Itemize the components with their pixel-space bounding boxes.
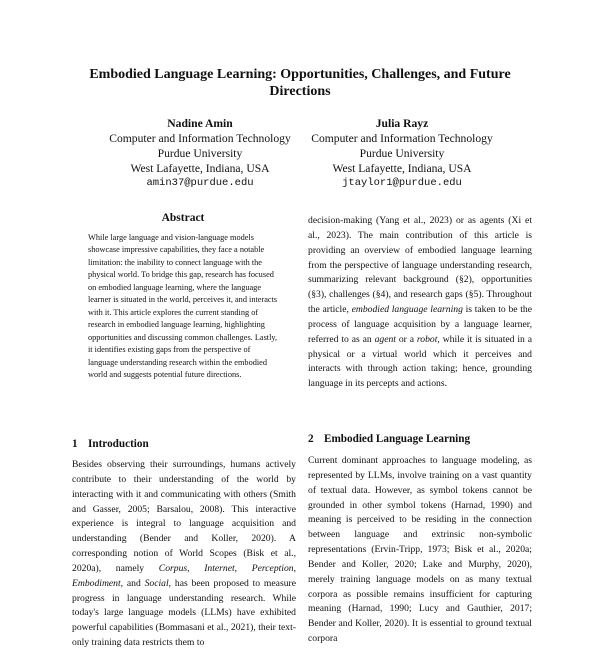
section-2-heading [308, 432, 470, 446]
paper-title: Embodied Language Learning: Opportunities, Challenges, and Future Directions [89, 67, 511, 99]
author-department: Computer and Information Technology [311, 132, 493, 145]
abstract-text: While large language and vision-language models showcase impressive capabilities, they face a notable limitation: the inability to connect language with the physical world. To bridge this gap, research has focused on embodied language learning, where the language learner is situated in the world, perceives it, and interacts with it. This article explores the current standing of research in embodied language learning, highlighting opportunities and discussing common challenges. Lastly, it identifies existing gaps from the perspective of language understanding research within the embodied world and suggests potential future directions. [88, 233, 278, 379]
author-university: Purdue University [359, 147, 445, 160]
author-block-2 [292, 116, 512, 191]
section-1-heading [72, 437, 149, 451]
author-department: Computer and Information Technology [109, 132, 291, 145]
section-number: 2 [308, 433, 314, 445]
author-location: West Lafayette, Indiana, USA [332, 162, 472, 175]
section-title: Embodied Language Learning [324, 433, 471, 445]
author-email: amin37@purdue.edu [146, 177, 254, 189]
author-location: West Lafayette, Indiana, USA [130, 162, 270, 175]
section-title: Introduction [88, 438, 149, 450]
intro-continuation-paragraph: decision-making (Yang et al., 2023) or as agents (Xi et al., 2023). The main contribution of this article is providing an overview of embodied language learning from the perspective of language understanding research, summarizing relevant background (§2), opportunities (§3), challenges (§4), and research gaps (§5). Throughout the article, embodied language learning is taken to be the process of language acquisition by a language learner, referred to as an agent or a robot, while it is situated in a physical or a virtual world which it perceives and interacts with through action taking; hence, grounding language in its percepts and actions. [308, 215, 532, 390]
section-number: 1 [72, 438, 78, 450]
author-name: Julia Rayz [375, 117, 429, 130]
author-university: Purdue University [157, 147, 243, 160]
author-email: jtaylor1@purdue.edu [342, 177, 462, 189]
author-name: Nadine Amin [167, 117, 233, 130]
intro-paragraph: Besides observing their surroundings, humans actively contribute to their understanding of the world by interacting with it and communicating with others (Smith and Gasser, 2005; Barsalou, 2008). This interactive experience is integral to language acquisition and understanding (Bender and Koller, 2020). A corresponding notion of World Scopes (Bisk et al., 2020a), namely Corpus, Internet, Perception, Embodiment, and Social, has been proposed to measure progress in language understanding research. While today's large language models (LLMs) have exhibited powerful capabilities (Bommasani et al., 2021), their text-only training data restricts them to [72, 459, 297, 649]
author-block-1 [90, 116, 310, 191]
abstract-heading: Abstract [161, 212, 205, 224]
section-2-paragraph: Current dominant approaches to language modeling, as represented by LLMs, involve training on a vast quantity of textual data. However, as symbol tokens cannot be grounded in other symbol tokens (Harnad, 1990) and meaning is perceived to be residing in the connection between language and extrinsic non-symbolic representations (Ervin-Tripp, 1973; Bisk et al., 2020a; Bender and Koller, 2020; Lake and Murphy, 2020), merely training language models on as many textual corpora as possible remains insufficient for capturing meaning (Harnad, 1990; Lucy and Gauthier, 2017; Bender and Koller, 2020). It is essential to ground textual corpora [308, 455, 532, 645]
